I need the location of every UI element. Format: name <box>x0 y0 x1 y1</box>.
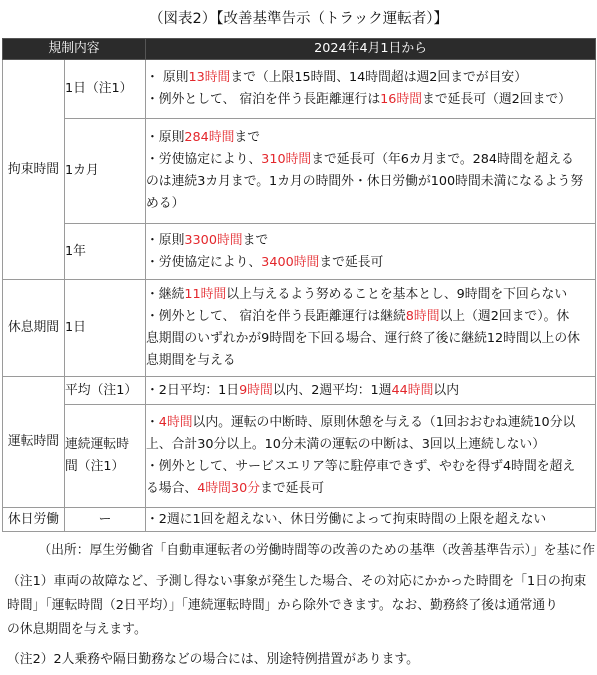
note-2: （注2）2人乗務や隔日勤務などの場合には、別途特例措置があります。 <box>7 652 419 667</box>
table-row <box>3 60 596 119</box>
text-line <box>146 149 595 171</box>
highlighted-value: 16時間 <box>380 92 423 107</box>
content-binding-time-daily <box>146 60 596 119</box>
text-segment: まで <box>242 232 269 248</box>
highlighted-value: 11時間 <box>184 287 227 302</box>
text-line <box>146 193 595 215</box>
period-daily: 1日（注1） <box>65 60 146 119</box>
text-segment: まで <box>234 130 261 145</box>
text-segment: ・原則 <box>146 232 185 248</box>
highlighted-value: 13時間 <box>188 70 231 85</box>
period-yearly: 1年 <box>65 224 146 280</box>
text-segment: 上、合計30分以上。10分未満の運転の中断は、3回以上連続しない） <box>146 437 546 452</box>
text-segment: 以内。運転の中断時、原則休憩を与える（1回おおむね連続10分以 <box>192 415 576 430</box>
period-daily: 1日 <box>65 280 146 377</box>
text-segment: の休息期間を与えます。 <box>7 622 147 637</box>
text-segment: ・継続 <box>146 287 185 302</box>
table-row <box>3 508 596 532</box>
text-segment: まで（上限15時間、14時間超は週2回までが目安） <box>230 70 528 85</box>
content-rest-period-daily <box>146 280 596 377</box>
text-segment: 以上（週2回まで）。休 <box>439 309 570 324</box>
highlighted-value: 4時間30分 <box>197 481 261 496</box>
category-holiday-work: 休日労働 <box>3 508 65 532</box>
text-line <box>146 509 595 531</box>
table-row <box>3 224 596 280</box>
text-line <box>146 252 595 274</box>
period-continuous-cell <box>65 405 146 508</box>
source-citation: （出所：厚生労働省「自動車運転者の労働時間等の改善のための基準（改善基準告示）」を基に作 <box>38 543 595 558</box>
content-driving-time-average <box>146 377 596 405</box>
table-row <box>3 405 596 508</box>
text-segment: 息期間のいずれかが9時間を下回る場合、運行終了後に継続12時間以上の休 <box>146 331 580 346</box>
text-segment: ・原則 <box>146 130 185 145</box>
text-line <box>146 434 595 456</box>
text-line <box>146 350 595 372</box>
text-line <box>146 171 595 193</box>
text-line <box>146 127 595 149</box>
text-line <box>146 456 595 478</box>
table-row <box>3 119 596 224</box>
text-line <box>146 328 595 350</box>
content-holiday-work <box>146 508 596 532</box>
highlighted-value: 310時間 <box>261 152 312 167</box>
content-driving-time-continuous <box>146 405 596 508</box>
text-line <box>7 618 595 642</box>
table-row <box>3 377 596 405</box>
period-average: 平均（注1） <box>65 377 146 405</box>
text-segment: まで延長可 <box>260 481 324 496</box>
text-segment: ・例外として、サービスエリア等に駐停車できず、やむを得ず4時間を超え <box>146 459 576 474</box>
text-segment: まで延長可（年6カ月まで。284時間を超える <box>311 152 574 167</box>
text-line <box>146 67 595 89</box>
text-segment: ・労使協定により、 <box>146 254 262 270</box>
text-segment: ・労使協定により、 <box>146 152 262 167</box>
note-1 <box>7 570 595 642</box>
highlighted-value: 44時間 <box>391 382 434 398</box>
highlighted-value: 4時間 <box>158 415 193 430</box>
text-segment: ・ <box>146 415 159 430</box>
content-binding-time-monthly <box>146 119 596 224</box>
text-segment: のは連続3カ月まで。1カ月の時間外・休日労働が100時間未満になるよう努 <box>146 174 584 189</box>
text-line <box>146 478 595 500</box>
header-effective-from: 2024年4月1日から <box>146 39 596 60</box>
category-rest-period: 休息期間 <box>3 280 65 377</box>
category-driving-time: 運転時間 <box>3 377 65 508</box>
header-regulation-item: 規制内容 <box>3 39 146 60</box>
text-segment: ・2日平均：1日 <box>146 382 240 398</box>
category-binding-time: 拘束時間 <box>3 60 65 280</box>
text-line <box>146 89 595 111</box>
table-header-row <box>3 39 596 60</box>
text-segment: （注1）車両の故障など、予測し得ない事象が発生した場合、その対応にかかった時間を「1日の拘束 <box>7 574 587 589</box>
text-line <box>7 570 595 594</box>
regulation-table <box>2 38 596 532</box>
highlighted-value: 8時間 <box>405 309 440 324</box>
text-line <box>146 284 595 306</box>
highlighted-value: 9時間 <box>239 382 273 398</box>
period-continuous: 連続運転時間（注1） <box>65 437 129 474</box>
content-binding-time-yearly <box>146 224 596 280</box>
highlighted-value: 3400時間 <box>261 254 320 270</box>
figure-title: （図表2）【改善基準告示（トラック運転者）】 <box>149 11 448 27</box>
text-segment: ・例外として、 宿泊を伴う長距離運行は <box>146 92 381 107</box>
text-segment: 時間」「運転時間（2日平均）」「連続運転時間」から除外できます。なお、勤務終了後は通常通り <box>7 598 558 613</box>
text-segment: ・ 原則 <box>146 70 189 85</box>
text-line <box>146 380 595 402</box>
text-segment: まで延長可 <box>319 254 384 270</box>
text-line <box>146 412 595 434</box>
text-segment: る場合、 <box>146 481 198 496</box>
period-monthly: 1カ月 <box>65 119 146 224</box>
text-segment: 息期間を与える <box>146 353 236 368</box>
text-segment: 以内 <box>433 382 459 398</box>
period-none: ー <box>65 508 146 532</box>
text-segment: める） <box>146 196 185 211</box>
text-segment: まで延長可（週2回まで） <box>422 92 571 107</box>
text-line <box>7 594 595 618</box>
text-segment: 以内、2週平均：1週 <box>272 382 392 398</box>
text-line <box>146 230 595 252</box>
text-line <box>146 306 595 328</box>
text-segment: ・例外として、 宿泊を伴う長距離運行は継続 <box>146 309 406 324</box>
highlighted-value: 284時間 <box>184 130 235 145</box>
text-segment: 以上与えるよう努めることを基本とし、9時間を下回らない <box>226 287 568 302</box>
table-row <box>3 280 596 377</box>
highlighted-value: 3300時間 <box>184 232 243 248</box>
text-segment: ・2週に1回を超えない、休日労働によって拘束時間の上限を超えない <box>146 511 547 527</box>
